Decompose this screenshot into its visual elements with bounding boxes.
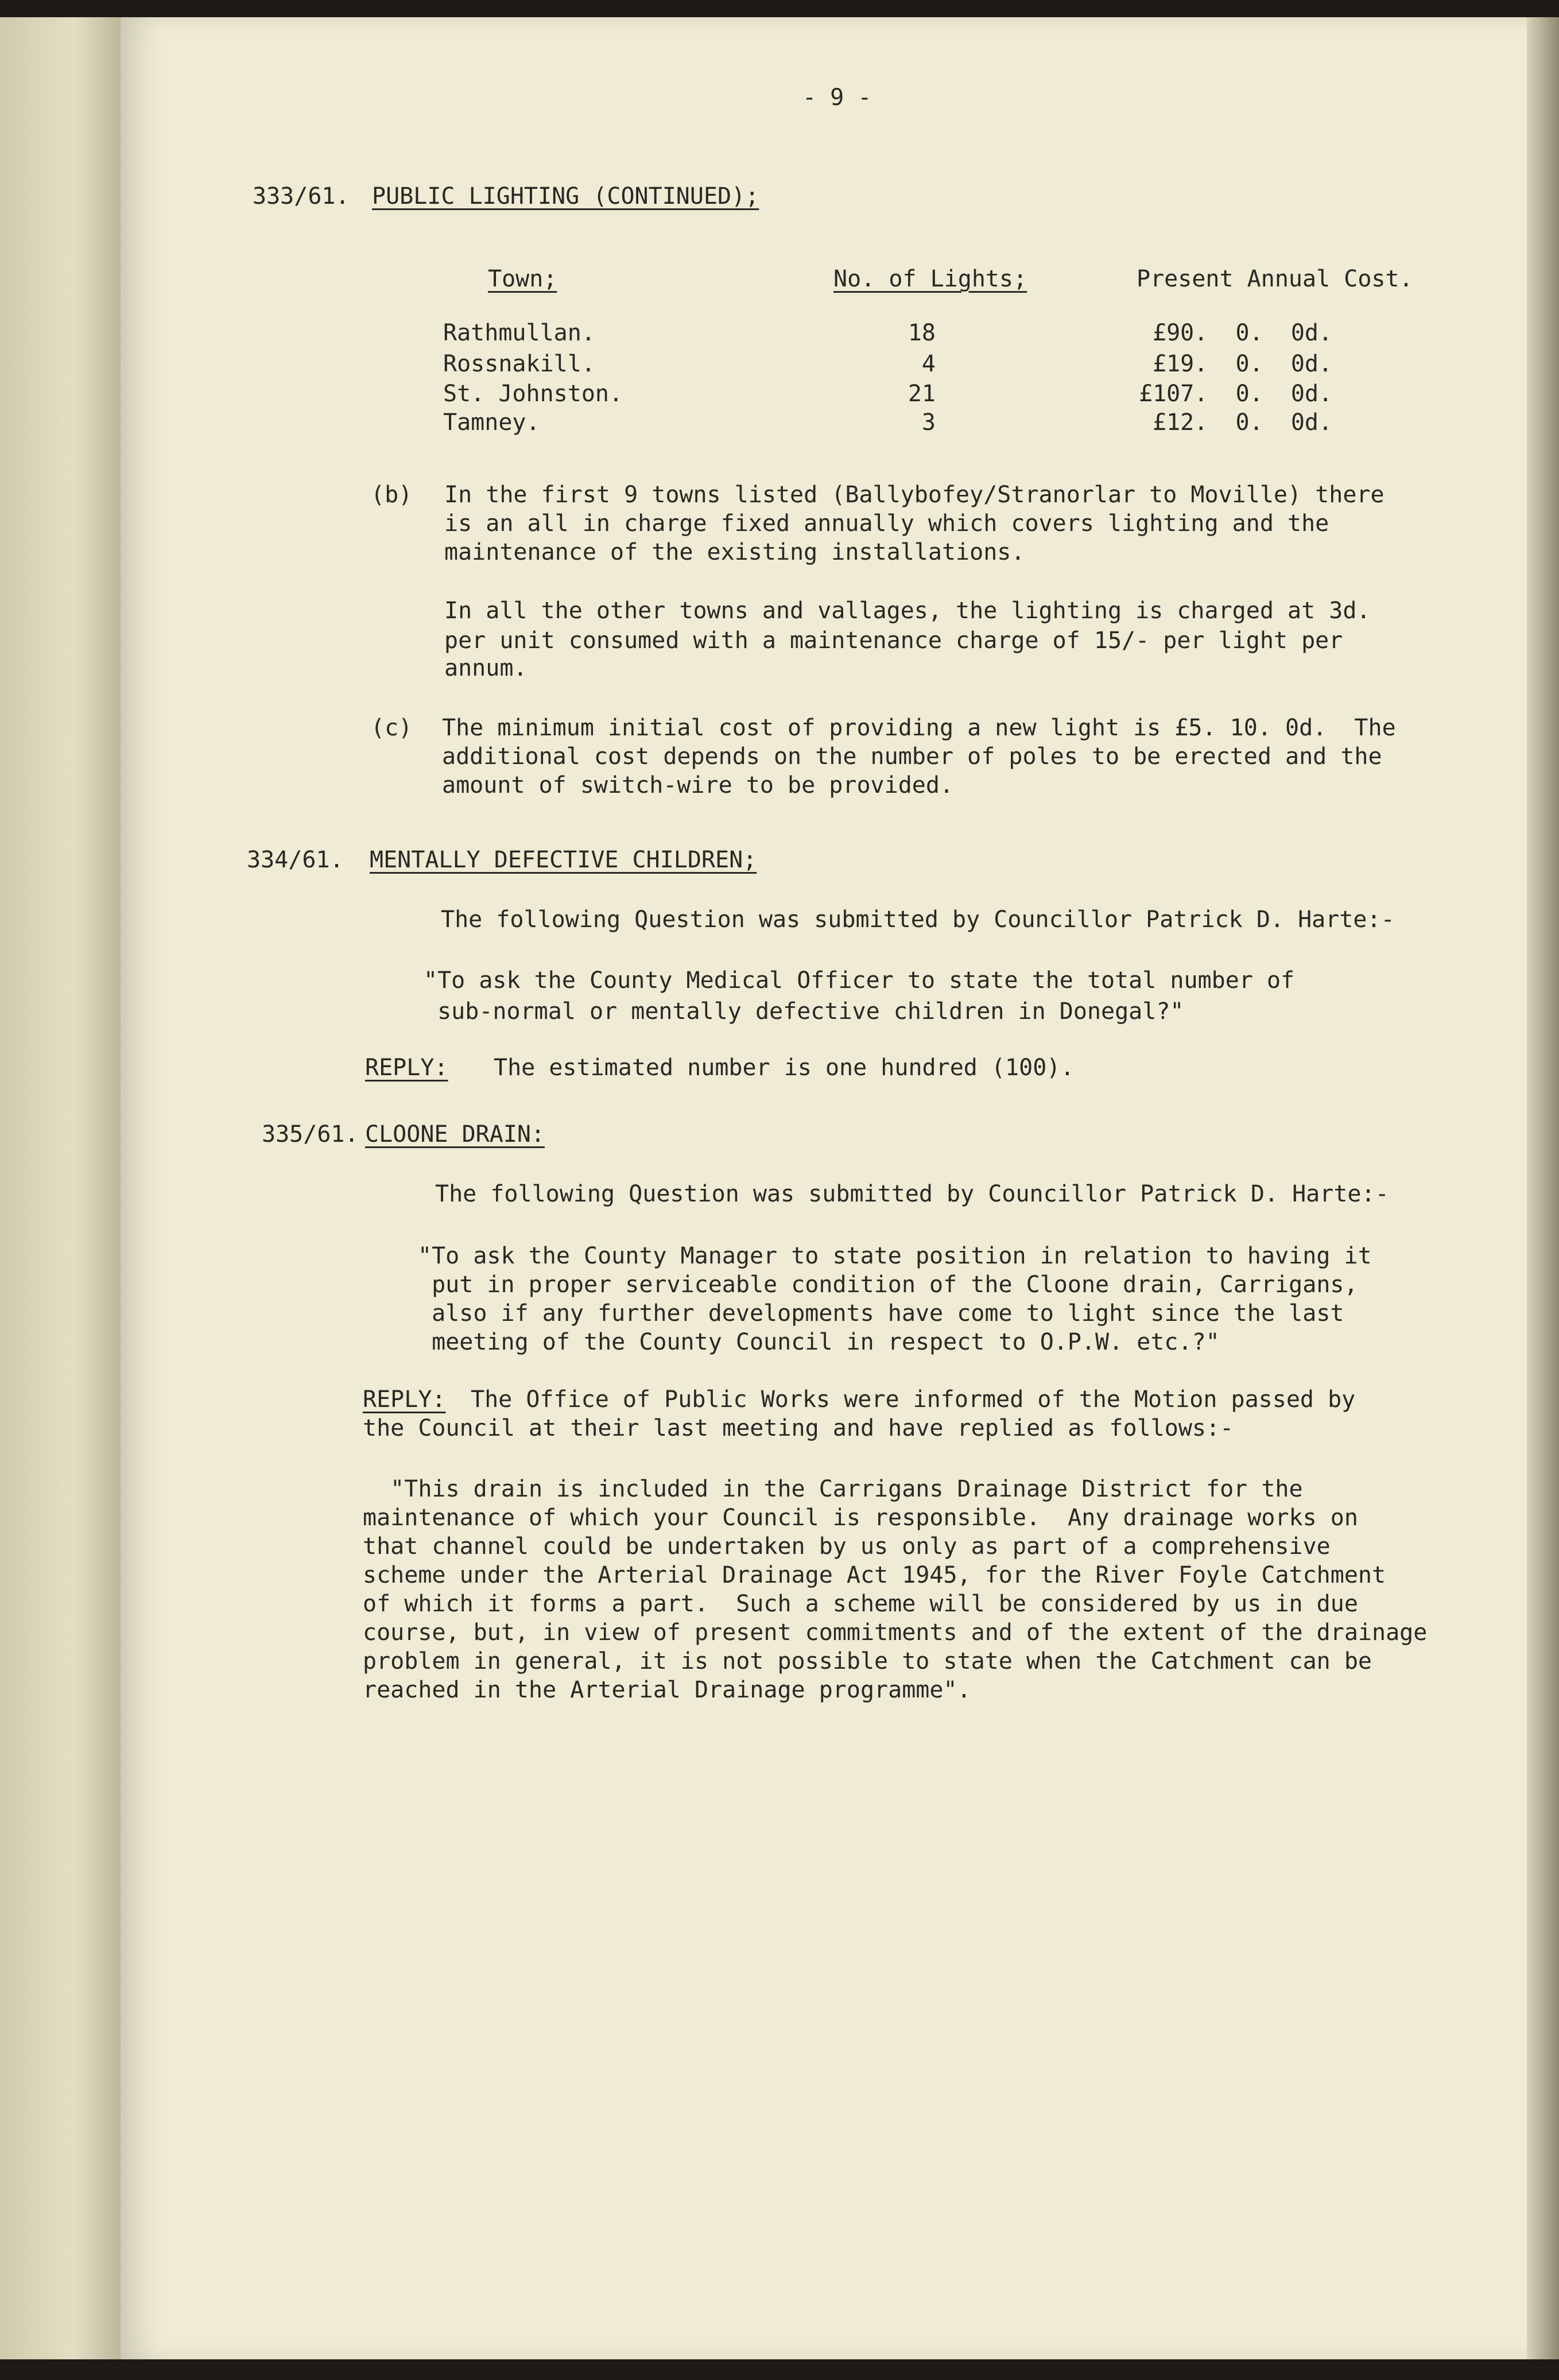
table-header-cost: Present Annual Cost.: [1137, 266, 1413, 292]
table-cell-cost: £12. 0. 0d.: [1153, 409, 1333, 436]
quote-line: maintenance of which your Council is responsible. Any drainage works on: [363, 1505, 1358, 1531]
paragraph-line: In all the other towns and vallages, the lighting is charged at 3d.: [444, 598, 1371, 624]
table-cell-town: Tamney.: [443, 409, 540, 436]
quote-line: of which it forms a part. Such a scheme will be considered by us in due: [363, 1591, 1358, 1617]
heading-cloone-drain: CLOONE DRAIN:: [365, 1121, 545, 1148]
table-cell-lights: 21: [908, 381, 936, 407]
question-line: also if any further developments have come to light since the last: [418, 1300, 1344, 1327]
para-label-b: (b): [371, 482, 413, 508]
question-line: put in proper serviceable condition of the Cloone drain, Carrigans,: [418, 1272, 1358, 1298]
item-number-335: 335/61.: [262, 1121, 359, 1148]
page-number: - 9 -: [802, 84, 872, 111]
table-cell-town: St. Johnston.: [443, 381, 623, 407]
item-number-333: 333/61.: [253, 183, 350, 210]
quote-line: scheme under the Arterial Drainage Act 1945, for the River Foyle Catchment: [363, 1562, 1386, 1588]
table-cell-lights: 4: [921, 351, 936, 377]
paragraph-line: annum.: [444, 655, 528, 681]
reply-label: REPLY:: [365, 1055, 448, 1081]
paragraph-line: In the first 9 towns listed (Ballybofey/Stranorlar to Moville) there: [444, 482, 1385, 508]
para-label-c: (c): [371, 715, 413, 741]
question-line: "To ask the County Manager to state position in relation to having it: [418, 1243, 1372, 1269]
table-cell-town: Rossnakill.: [443, 351, 595, 377]
table-cell-town: Rathmullan.: [443, 320, 595, 346]
table-cell-cost: £19. 0. 0d.: [1153, 351, 1333, 377]
item-number-334: 334/61.: [247, 847, 344, 873]
question-line: meeting of the County Council in respect to O.P.W. etc.?": [418, 1329, 1220, 1355]
quote-line: problem in general, it is not possible to state when the Catchment can be: [363, 1648, 1372, 1674]
question-line: "To ask the County Medical Officer to state the total number of: [424, 967, 1295, 994]
heading-mentally-defective-children: MENTALLY DEFECTIVE CHILDREN;: [370, 847, 757, 873]
page-edge: [1527, 17, 1559, 2359]
table-header-lights: No. of Lights;: [833, 266, 1027, 292]
quote-line: reached in the Arterial Drainage programme".: [363, 1677, 971, 1703]
table-cell-cost: £107. 0. 0d.: [1139, 381, 1333, 407]
paragraph-line: maintenance of the existing installations.: [444, 539, 1025, 565]
question-intro: The following Question was submitted by Councillor Patrick D. Harte:-: [441, 906, 1395, 933]
reply-label: REPLY:: [363, 1386, 446, 1413]
quote-line: course, but, in view of present commitments and of the extent of the drainage: [363, 1619, 1428, 1646]
book-gutter: [0, 17, 123, 2359]
paragraph-line: per unit consumed with a maintenance charge of 15/- per light per: [444, 627, 1343, 654]
question-intro: The following Question was submitted by Councillor Patrick D. Harte:-: [435, 1181, 1389, 1207]
question-line: sub-normal or mentally defective children in Donegal?": [424, 998, 1184, 1025]
table-header-town: Town;: [488, 266, 557, 292]
reply-text: the Council at their last meeting and have replied as follows:-: [363, 1415, 1234, 1441]
table-cell-cost: £90. 0. 0d.: [1153, 320, 1333, 346]
paragraph-line: is an all in charge fixed annually which covers lighting and the: [444, 510, 1329, 537]
table-cell-lights: 18: [908, 320, 936, 346]
table-cell-lights: 3: [921, 409, 936, 436]
heading-public-lighting: PUBLIC LIGHTING (CONTINUED);: [372, 183, 759, 210]
reply-text: The Office of Public Works were informed of the Motion passed by: [471, 1386, 1356, 1413]
reply-text: The estimated number is one hundred (100).: [494, 1055, 1075, 1081]
paragraph-line: additional cost depends on the number of poles to be erected and the: [442, 743, 1382, 770]
paragraph-line: The minimum initial cost of providing a new light is £5. 10. 0d. The: [442, 715, 1396, 741]
quote-line: "This drain is included in the Carrigans Drainage District for the: [363, 1476, 1303, 1502]
paragraph-line: amount of switch-wire to be provided.: [442, 772, 954, 798]
quote-line: that channel could be undertaken by us only as part of a comprehensive: [363, 1533, 1331, 1560]
